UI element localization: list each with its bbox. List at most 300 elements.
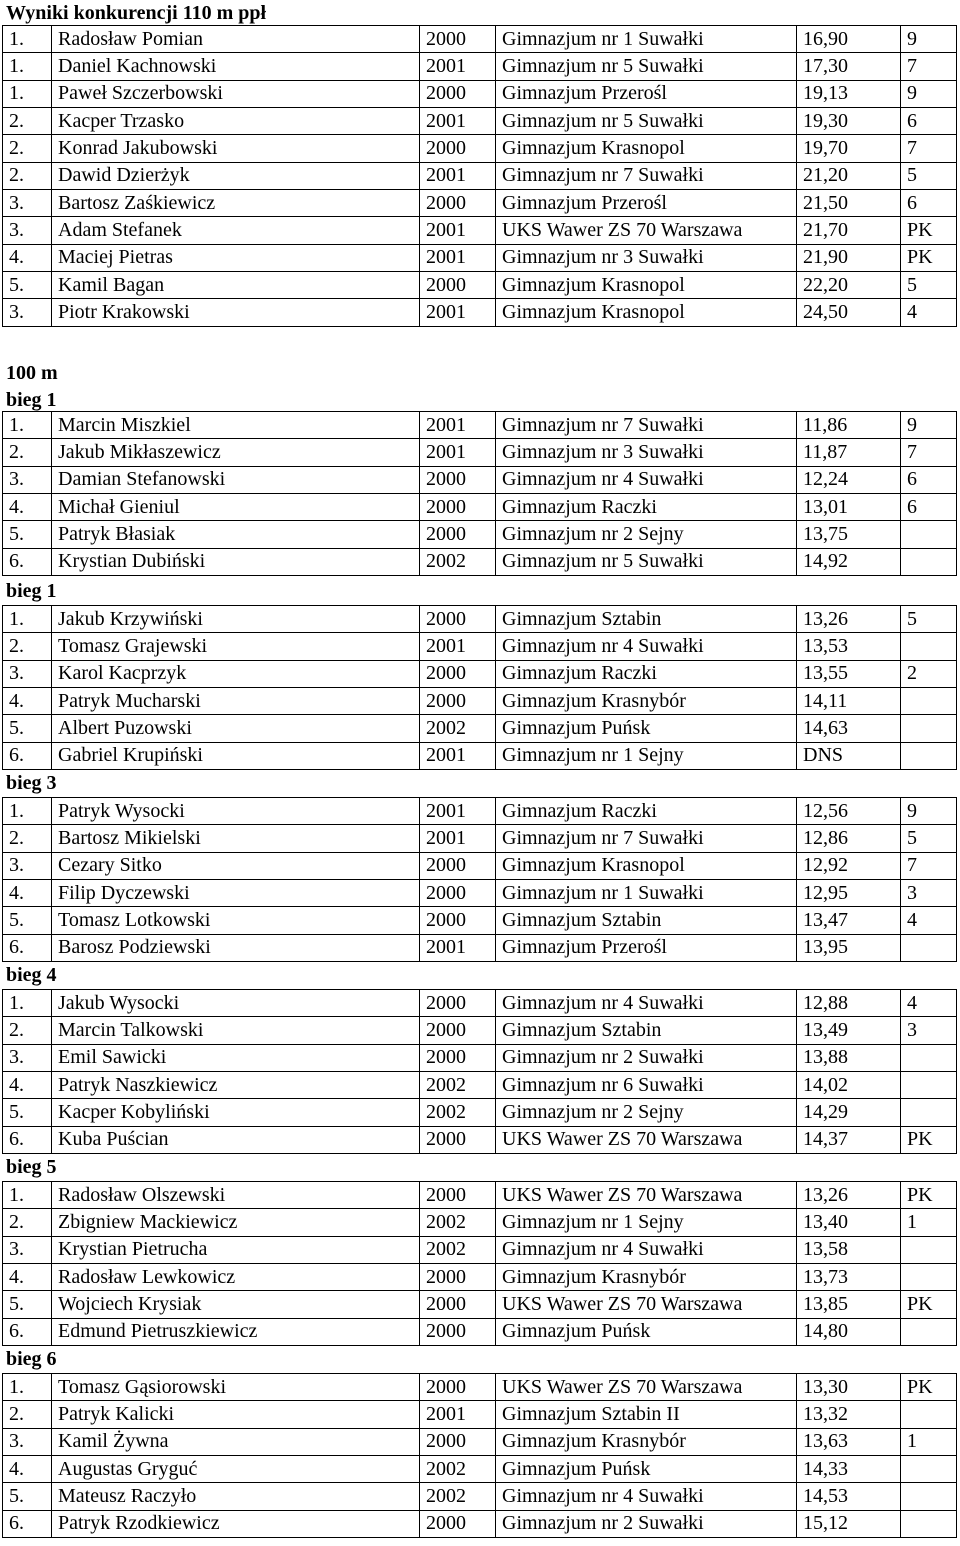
place-cell: 1. bbox=[3, 1374, 52, 1401]
athlete-name-cell: Paweł Szczerbowski bbox=[52, 80, 420, 107]
birth-year-cell: 2002 bbox=[420, 715, 496, 742]
points-cell: PK bbox=[901, 1291, 957, 1318]
result-cell: 14,29 bbox=[797, 1099, 901, 1126]
points-cell: 9 bbox=[901, 80, 957, 107]
points-cell: 9 bbox=[901, 412, 957, 439]
result-cell: 19,30 bbox=[797, 108, 901, 135]
points-cell: PK bbox=[901, 1126, 957, 1153]
section-heading: 100 m bbox=[6, 362, 58, 384]
school-cell: Gimnazjum nr 1 Sejny bbox=[496, 742, 797, 769]
section-heading: bieg 1 bbox=[6, 580, 57, 602]
athlete-name-cell: Kacper Trzasko bbox=[52, 108, 420, 135]
table-row bbox=[3, 521, 957, 548]
table-row bbox=[3, 688, 957, 715]
athlete-name-cell: Tomasz Gąsiorowski bbox=[52, 1374, 420, 1401]
section-heading: bieg 6 bbox=[6, 1348, 57, 1370]
school-cell: Gimnazjum Sztabin bbox=[496, 907, 797, 934]
athlete-name-cell: Gabriel Krupiński bbox=[52, 742, 420, 769]
result-cell: 13,01 bbox=[797, 494, 901, 521]
table-row bbox=[3, 53, 957, 80]
place-cell: 2. bbox=[3, 162, 52, 189]
school-cell: Gimnazjum Raczki bbox=[496, 660, 797, 687]
athlete-name-cell: Konrad Jakubowski bbox=[52, 135, 420, 162]
birth-year-cell: 2000 bbox=[420, 466, 496, 493]
result-cell: 13,88 bbox=[797, 1044, 901, 1071]
table-row bbox=[3, 1236, 957, 1263]
school-cell: Gimnazjum nr 7 Suwałki bbox=[496, 825, 797, 852]
school-cell: Gimnazjum Raczki bbox=[496, 798, 797, 825]
place-cell: 1. bbox=[3, 606, 52, 633]
birth-year-cell: 2000 bbox=[420, 135, 496, 162]
place-cell: 6. bbox=[3, 934, 52, 961]
school-cell: Gimnazjum nr 2 Suwałki bbox=[496, 1510, 797, 1537]
place-cell: 1. bbox=[3, 1182, 52, 1209]
table-row bbox=[3, 1126, 957, 1153]
points-cell bbox=[901, 1264, 957, 1291]
birth-year-cell: 2002 bbox=[420, 1456, 496, 1483]
points-cell: 5 bbox=[901, 606, 957, 633]
table-row bbox=[3, 494, 957, 521]
points-cell: 7 bbox=[901, 439, 957, 466]
table-row bbox=[3, 1428, 957, 1455]
place-cell: 3. bbox=[3, 1428, 52, 1455]
birth-year-cell: 2000 bbox=[420, 1510, 496, 1537]
place-cell: 4. bbox=[3, 1072, 52, 1099]
table-row bbox=[3, 299, 957, 326]
place-cell: 6. bbox=[3, 548, 52, 575]
birth-year-cell: 2000 bbox=[420, 688, 496, 715]
place-cell: 2. bbox=[3, 1017, 52, 1044]
place-cell: 3. bbox=[3, 1236, 52, 1263]
birth-year-cell: 2002 bbox=[420, 548, 496, 575]
place-cell: 5. bbox=[3, 1099, 52, 1126]
result-cell: 17,30 bbox=[797, 53, 901, 80]
section-heading: bieg 4 bbox=[6, 964, 57, 986]
place-cell: 5. bbox=[3, 272, 52, 299]
result-cell: 21,50 bbox=[797, 190, 901, 217]
points-cell: PK bbox=[901, 244, 957, 271]
points-cell: 2 bbox=[901, 660, 957, 687]
birth-year-cell: 2001 bbox=[420, 53, 496, 80]
table-row bbox=[3, 715, 957, 742]
school-cell: Gimnazjum nr 5 Suwałki bbox=[496, 548, 797, 575]
athlete-name-cell: Krystian Dubiński bbox=[52, 548, 420, 575]
place-cell: 2. bbox=[3, 439, 52, 466]
athlete-name-cell: Mateusz Raczyło bbox=[52, 1483, 420, 1510]
place-cell: 2. bbox=[3, 825, 52, 852]
place-cell: 3. bbox=[3, 660, 52, 687]
school-cell: Gimnazjum nr 4 Suwałki bbox=[496, 633, 797, 660]
school-cell: UKS Wawer ZS 70 Warszawa bbox=[496, 217, 797, 244]
points-cell: 6 bbox=[901, 494, 957, 521]
birth-year-cell: 2001 bbox=[420, 299, 496, 326]
table-row bbox=[3, 272, 957, 299]
school-cell: Gimnazjum nr 4 Suwałki bbox=[496, 466, 797, 493]
result-cell: 13,95 bbox=[797, 934, 901, 961]
school-cell: UKS Wawer ZS 70 Warszawa bbox=[496, 1291, 797, 1318]
school-cell: Gimnazjum Krasnybór bbox=[496, 1428, 797, 1455]
table-row bbox=[3, 1456, 957, 1483]
result-cell: 13,73 bbox=[797, 1264, 901, 1291]
place-cell: 5. bbox=[3, 521, 52, 548]
place-cell: 4. bbox=[3, 688, 52, 715]
result-cell: 15,12 bbox=[797, 1510, 901, 1537]
place-cell: 1. bbox=[3, 26, 52, 53]
table-row bbox=[3, 244, 957, 271]
table-row bbox=[3, 1099, 957, 1126]
results-table bbox=[2, 989, 957, 1154]
birth-year-cell: 2000 bbox=[420, 852, 496, 879]
result-cell: 13,55 bbox=[797, 660, 901, 687]
points-cell: 5 bbox=[901, 825, 957, 852]
result-cell: 14,92 bbox=[797, 548, 901, 575]
school-cell: Gimnazjum Puńsk bbox=[496, 1456, 797, 1483]
athlete-name-cell: Radosław Pomian bbox=[52, 26, 420, 53]
section-heading: bieg 5 bbox=[6, 1156, 57, 1178]
birth-year-cell: 2002 bbox=[420, 1209, 496, 1236]
athlete-name-cell: Marcin Talkowski bbox=[52, 1017, 420, 1044]
athlete-name-cell: Bartosz Mikielski bbox=[52, 825, 420, 852]
place-cell: 2. bbox=[3, 108, 52, 135]
table-row bbox=[3, 108, 957, 135]
result-cell: 14,53 bbox=[797, 1483, 901, 1510]
athlete-name-cell: Damian Stefanowski bbox=[52, 466, 420, 493]
school-cell: Gimnazjum nr 2 Sejny bbox=[496, 521, 797, 548]
birth-year-cell: 2000 bbox=[420, 1182, 496, 1209]
result-cell: 12,88 bbox=[797, 990, 901, 1017]
birth-year-cell: 2002 bbox=[420, 1099, 496, 1126]
school-cell: Gimnazjum Sztabin bbox=[496, 1017, 797, 1044]
athlete-name-cell: Bartosz Zaśkiewicz bbox=[52, 190, 420, 217]
points-cell: PK bbox=[901, 1182, 957, 1209]
school-cell: Gimnazjum nr 1 Suwałki bbox=[496, 26, 797, 53]
table-row bbox=[3, 439, 957, 466]
points-cell bbox=[901, 548, 957, 575]
result-cell: 13,26 bbox=[797, 606, 901, 633]
birth-year-cell: 2000 bbox=[420, 1044, 496, 1071]
points-cell: 4 bbox=[901, 990, 957, 1017]
athlete-name-cell: Patryk Kalicki bbox=[52, 1401, 420, 1428]
table-row bbox=[3, 1374, 957, 1401]
table-row bbox=[3, 798, 957, 825]
points-cell: 7 bbox=[901, 852, 957, 879]
athlete-name-cell: Barosz Podziewski bbox=[52, 934, 420, 961]
result-cell: 21,20 bbox=[797, 162, 901, 189]
athlete-name-cell: Kuba Puścian bbox=[52, 1126, 420, 1153]
birth-year-cell: 2001 bbox=[420, 244, 496, 271]
birth-year-cell: 2000 bbox=[420, 190, 496, 217]
athlete-name-cell: Patryk Naszkiewicz bbox=[52, 1072, 420, 1099]
points-cell: 7 bbox=[901, 53, 957, 80]
birth-year-cell: 2000 bbox=[420, 660, 496, 687]
table-row bbox=[3, 26, 957, 53]
athlete-name-cell: Karol Kacprzyk bbox=[52, 660, 420, 687]
table-row bbox=[3, 606, 957, 633]
result-cell: 13,75 bbox=[797, 521, 901, 548]
athlete-name-cell: Jakub Krzywiński bbox=[52, 606, 420, 633]
table-row bbox=[3, 135, 957, 162]
birth-year-cell: 2000 bbox=[420, 80, 496, 107]
points-cell: 5 bbox=[901, 272, 957, 299]
birth-year-cell: 2000 bbox=[420, 272, 496, 299]
place-cell: 2. bbox=[3, 1401, 52, 1428]
school-cell: Gimnazjum nr 5 Suwałki bbox=[496, 53, 797, 80]
athlete-name-cell: Kamil Żywna bbox=[52, 1428, 420, 1455]
table-row bbox=[3, 1510, 957, 1537]
results-table bbox=[2, 797, 957, 962]
birth-year-cell: 2001 bbox=[420, 1401, 496, 1428]
result-cell: 13,85 bbox=[797, 1291, 901, 1318]
athlete-name-cell: Filip Dyczewski bbox=[52, 880, 420, 907]
athlete-name-cell: Radosław Olszewski bbox=[52, 1182, 420, 1209]
result-cell: 13,53 bbox=[797, 633, 901, 660]
school-cell: Gimnazjum nr 7 Suwałki bbox=[496, 162, 797, 189]
points-cell: 9 bbox=[901, 26, 957, 53]
points-cell: 6 bbox=[901, 108, 957, 135]
points-cell bbox=[901, 1510, 957, 1537]
athlete-name-cell: Piotr Krakowski bbox=[52, 299, 420, 326]
athlete-name-cell: Tomasz Lotkowski bbox=[52, 907, 420, 934]
table-row bbox=[3, 412, 957, 439]
athlete-name-cell: Kamil Bagan bbox=[52, 272, 420, 299]
place-cell: 1. bbox=[3, 53, 52, 80]
points-cell bbox=[901, 934, 957, 961]
athlete-name-cell: Tomasz Grajewski bbox=[52, 633, 420, 660]
points-cell bbox=[901, 742, 957, 769]
birth-year-cell: 2002 bbox=[420, 1236, 496, 1263]
place-cell: 3. bbox=[3, 190, 52, 217]
school-cell: Gimnazjum Przerośl bbox=[496, 934, 797, 961]
athlete-name-cell: Patryk Rzodkiewicz bbox=[52, 1510, 420, 1537]
table-row bbox=[3, 1017, 957, 1044]
athlete-name-cell: Cezary Sitko bbox=[52, 852, 420, 879]
result-cell: 12,56 bbox=[797, 798, 901, 825]
table-row bbox=[3, 162, 957, 189]
school-cell: Gimnazjum nr 3 Suwałki bbox=[496, 244, 797, 271]
points-cell: 3 bbox=[901, 880, 957, 907]
school-cell: UKS Wawer ZS 70 Warszawa bbox=[496, 1182, 797, 1209]
result-cell: 24,50 bbox=[797, 299, 901, 326]
results-table bbox=[2, 411, 957, 576]
points-cell: 1 bbox=[901, 1428, 957, 1455]
points-cell: 1 bbox=[901, 1209, 957, 1236]
athlete-name-cell: Albert Puzowski bbox=[52, 715, 420, 742]
table-row bbox=[3, 934, 957, 961]
place-cell: 3. bbox=[3, 852, 52, 879]
result-cell: 14,33 bbox=[797, 1456, 901, 1483]
school-cell: Gimnazjum Przerośl bbox=[496, 80, 797, 107]
birth-year-cell: 2002 bbox=[420, 1483, 496, 1510]
school-cell: Gimnazjum nr 5 Suwałki bbox=[496, 108, 797, 135]
birth-year-cell: 2001 bbox=[420, 412, 496, 439]
points-cell bbox=[901, 633, 957, 660]
result-cell: 14,80 bbox=[797, 1318, 901, 1345]
school-cell: Gimnazjum Raczki bbox=[496, 494, 797, 521]
points-cell: PK bbox=[901, 217, 957, 244]
table-row bbox=[3, 742, 957, 769]
points-cell: 6 bbox=[901, 466, 957, 493]
birth-year-cell: 2000 bbox=[420, 494, 496, 521]
result-cell: 14,02 bbox=[797, 1072, 901, 1099]
table-row bbox=[3, 825, 957, 852]
birth-year-cell: 2000 bbox=[420, 880, 496, 907]
place-cell: 2. bbox=[3, 1209, 52, 1236]
result-cell: 22,20 bbox=[797, 272, 901, 299]
school-cell: Gimnazjum nr 2 Sejny bbox=[496, 1099, 797, 1126]
result-cell: 11,87 bbox=[797, 439, 901, 466]
birth-year-cell: 2001 bbox=[420, 742, 496, 769]
athlete-name-cell: Adam Stefanek bbox=[52, 217, 420, 244]
birth-year-cell: 2001 bbox=[420, 439, 496, 466]
place-cell: 6. bbox=[3, 1510, 52, 1537]
place-cell: 6. bbox=[3, 742, 52, 769]
table-row bbox=[3, 466, 957, 493]
table-row bbox=[3, 1483, 957, 1510]
school-cell: Gimnazjum nr 6 Suwałki bbox=[496, 1072, 797, 1099]
table-row bbox=[3, 1044, 957, 1071]
school-cell: Gimnazjum nr 4 Suwałki bbox=[496, 1483, 797, 1510]
result-cell: 21,90 bbox=[797, 244, 901, 271]
athlete-name-cell: Marcin Miszkiel bbox=[52, 412, 420, 439]
school-cell: UKS Wawer ZS 70 Warszawa bbox=[496, 1126, 797, 1153]
points-cell: 4 bbox=[901, 907, 957, 934]
birth-year-cell: 2000 bbox=[420, 521, 496, 548]
athlete-name-cell: Zbigniew Mackiewicz bbox=[52, 1209, 420, 1236]
points-cell bbox=[901, 1483, 957, 1510]
table-row bbox=[3, 907, 957, 934]
table-row bbox=[3, 1264, 957, 1291]
athlete-name-cell: Augustas Gryguć bbox=[52, 1456, 420, 1483]
table-row bbox=[3, 990, 957, 1017]
place-cell: 4. bbox=[3, 1456, 52, 1483]
athlete-name-cell: Maciej Pietras bbox=[52, 244, 420, 271]
athlete-name-cell: Patryk Błasiak bbox=[52, 521, 420, 548]
result-cell: 14,37 bbox=[797, 1126, 901, 1153]
table-row bbox=[3, 1318, 957, 1345]
school-cell: Gimnazjum Krasnybór bbox=[496, 688, 797, 715]
birth-year-cell: 2001 bbox=[420, 162, 496, 189]
school-cell: Gimnazjum Krasnopol bbox=[496, 135, 797, 162]
athlete-name-cell: Radosław Lewkowicz bbox=[52, 1264, 420, 1291]
points-cell bbox=[901, 1072, 957, 1099]
place-cell: 5. bbox=[3, 715, 52, 742]
athlete-name-cell: Patryk Mucharski bbox=[52, 688, 420, 715]
table-row bbox=[3, 548, 957, 575]
birth-year-cell: 2001 bbox=[420, 108, 496, 135]
points-cell: PK bbox=[901, 1374, 957, 1401]
result-cell: 12,95 bbox=[797, 880, 901, 907]
result-cell: 11,86 bbox=[797, 412, 901, 439]
results-table bbox=[2, 605, 957, 770]
result-cell: 21,70 bbox=[797, 217, 901, 244]
place-cell: 6. bbox=[3, 1318, 52, 1345]
school-cell: Gimnazjum nr 7 Suwałki bbox=[496, 412, 797, 439]
table-row bbox=[3, 1072, 957, 1099]
place-cell: 1. bbox=[3, 798, 52, 825]
points-cell bbox=[901, 1236, 957, 1263]
section-heading: bieg 1 bbox=[6, 389, 57, 411]
points-cell bbox=[901, 1318, 957, 1345]
school-cell: Gimnazjum nr 1 Sejny bbox=[496, 1209, 797, 1236]
table-row bbox=[3, 217, 957, 244]
birth-year-cell: 2001 bbox=[420, 934, 496, 961]
birth-year-cell: 2000 bbox=[420, 907, 496, 934]
school-cell: Gimnazjum nr 4 Suwałki bbox=[496, 1236, 797, 1263]
athlete-name-cell: Edmund Pietruszkiewicz bbox=[52, 1318, 420, 1345]
school-cell: Gimnazjum Krasnopol bbox=[496, 272, 797, 299]
school-cell: Gimnazjum nr 2 Suwałki bbox=[496, 1044, 797, 1071]
result-cell: 13,26 bbox=[797, 1182, 901, 1209]
place-cell: 3. bbox=[3, 1044, 52, 1071]
table-row bbox=[3, 80, 957, 107]
birth-year-cell: 2000 bbox=[420, 1291, 496, 1318]
table-row bbox=[3, 880, 957, 907]
result-cell: 13,32 bbox=[797, 1401, 901, 1428]
result-cell: 13,63 bbox=[797, 1428, 901, 1455]
place-cell: 4. bbox=[3, 1264, 52, 1291]
birth-year-cell: 2000 bbox=[420, 1318, 496, 1345]
results-table bbox=[2, 1373, 957, 1538]
athlete-name-cell: Emil Sawicki bbox=[52, 1044, 420, 1071]
place-cell: 3. bbox=[3, 466, 52, 493]
points-cell: 7 bbox=[901, 135, 957, 162]
table-row bbox=[3, 660, 957, 687]
place-cell: 5. bbox=[3, 1291, 52, 1318]
result-cell: 12,92 bbox=[797, 852, 901, 879]
result-cell: 13,30 bbox=[797, 1374, 901, 1401]
result-cell: DNS bbox=[797, 742, 901, 769]
school-cell: UKS Wawer ZS 70 Warszawa bbox=[496, 1374, 797, 1401]
place-cell: 5. bbox=[3, 1483, 52, 1510]
table-row bbox=[3, 633, 957, 660]
results-table bbox=[2, 1181, 957, 1346]
birth-year-cell: 2001 bbox=[420, 633, 496, 660]
birth-year-cell: 2001 bbox=[420, 798, 496, 825]
table-row bbox=[3, 1401, 957, 1428]
result-cell: 13,47 bbox=[797, 907, 901, 934]
points-cell bbox=[901, 1099, 957, 1126]
school-cell: Gimnazjum Krasnybór bbox=[496, 1264, 797, 1291]
athlete-name-cell: Krystian Pietrucha bbox=[52, 1236, 420, 1263]
result-cell: 14,11 bbox=[797, 688, 901, 715]
place-cell: 1. bbox=[3, 80, 52, 107]
points-cell: 5 bbox=[901, 162, 957, 189]
points-cell bbox=[901, 1044, 957, 1071]
place-cell: 2. bbox=[3, 135, 52, 162]
athlete-name-cell: Dawid Dzierżyk bbox=[52, 162, 420, 189]
athlete-name-cell: Daniel Kachnowski bbox=[52, 53, 420, 80]
place-cell: 4. bbox=[3, 880, 52, 907]
points-cell bbox=[901, 1456, 957, 1483]
birth-year-cell: 2000 bbox=[420, 1017, 496, 1044]
birth-year-cell: 2002 bbox=[420, 1072, 496, 1099]
athlete-name-cell: Jakub Wysocki bbox=[52, 990, 420, 1017]
school-cell: Gimnazjum Puńsk bbox=[496, 715, 797, 742]
points-cell: 3 bbox=[901, 1017, 957, 1044]
birth-year-cell: 2000 bbox=[420, 606, 496, 633]
birth-year-cell: 2000 bbox=[420, 1374, 496, 1401]
points-cell: 9 bbox=[901, 798, 957, 825]
result-cell: 13,58 bbox=[797, 1236, 901, 1263]
points-cell: 6 bbox=[901, 190, 957, 217]
result-cell: 14,63 bbox=[797, 715, 901, 742]
school-cell: Gimnazjum Puńsk bbox=[496, 1318, 797, 1345]
school-cell: Gimnazjum Sztabin II bbox=[496, 1401, 797, 1428]
school-cell: Gimnazjum nr 3 Suwałki bbox=[496, 439, 797, 466]
result-cell: 19,70 bbox=[797, 135, 901, 162]
points-cell bbox=[901, 688, 957, 715]
school-cell: Gimnazjum nr 4 Suwałki bbox=[496, 990, 797, 1017]
